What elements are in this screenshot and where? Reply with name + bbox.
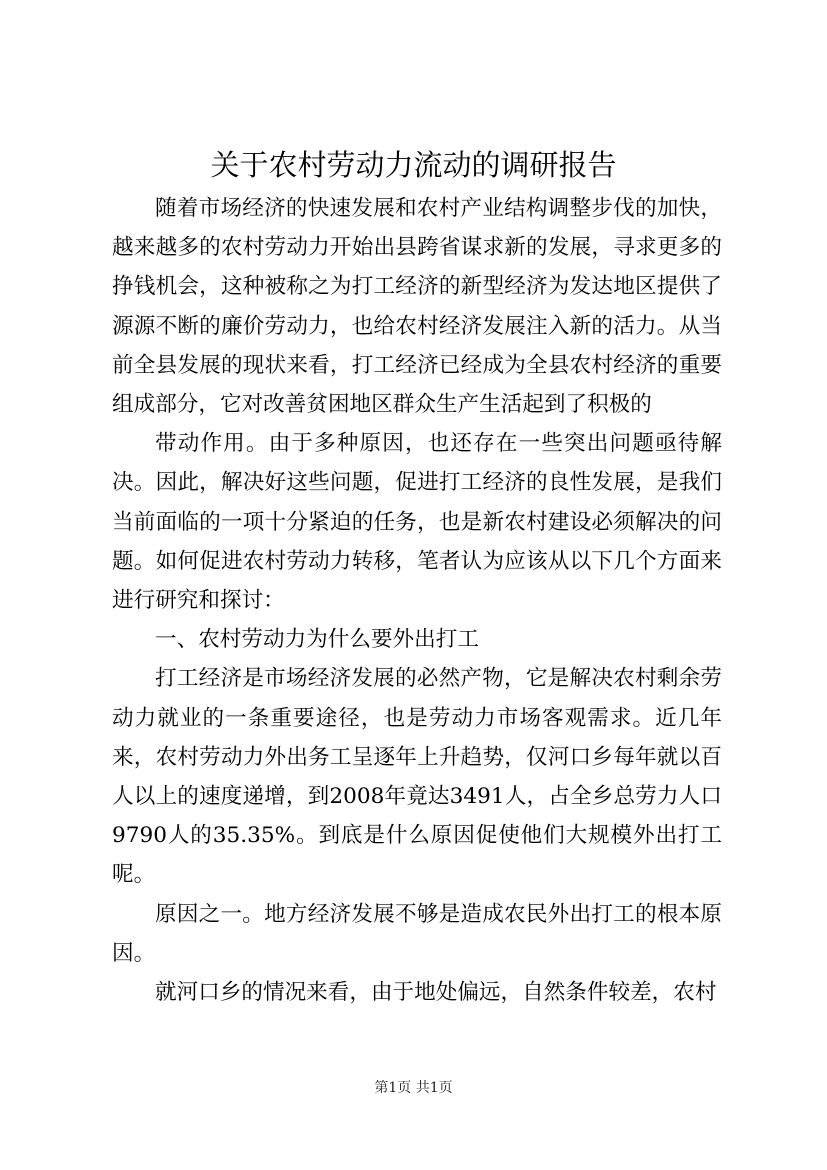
document-body bbox=[112, 189, 722, 1012]
paragraph: 原因之一。地方经济发展不够是造成农民外出打工的根本原因。 bbox=[112, 901, 722, 966]
paragraph: 就河口乡的情况来看，由于地处偏远，自然条件较差，农村 bbox=[155, 980, 717, 1006]
document-title: 关于农村劳动力流动的调研报告 bbox=[210, 148, 617, 182]
section-heading: 一、农村劳动力为什么要外出打工 bbox=[155, 627, 479, 653]
page-footer: 第1页 共1页 bbox=[374, 1080, 453, 1096]
paragraph: 带动作用。由于多种原因，也还存在一些突出问题亟待解决。因此，解决好这些问题，促进打工经济的良性发展，是我们当前面临的一项十分紧迫的任务，也是新农村建设必须解决的问题。如何促进农村劳动力转移，笔者认为应该从以下几个方面来进行研究和探讨： bbox=[112, 431, 722, 614]
paragraph: 随着市场经济的快速发展和农村产业结构调整步伐的加快，越来越多的农村劳动力开始出县跨省谋求新的发展，寻求更多的挣钱机会，这种被称之为打工经济的新型经济为发达地区提供了源源不断的廉价劳动力，也给农村经济发展注入新的活力。从当前全县发展的现状来看，打工经济已经成为全县农村经济的重要组成部分，它对改善贫困地区群众生产生活起到了积极的 bbox=[112, 196, 722, 418]
paragraph: 打工经济是市场经济发展的必然产物，它是解决农村剩余劳动力就业的一条重要途径，也是劳动力市场客观需求。近几年来，农村劳动力外出务工呈逐年上升趋势，仅河口乡每年就以百人以上的速度递增，到2008年竟达3491人，占全乡总劳力人口9790人的35.35%。到底是什么原因促使他们大规模外出打工呢。 bbox=[112, 666, 722, 888]
